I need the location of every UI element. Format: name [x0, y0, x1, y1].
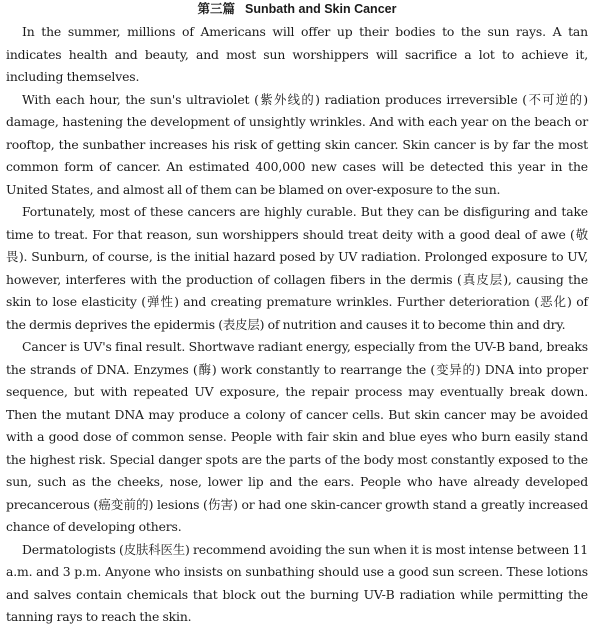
article-heading	[6, 0, 588, 18]
article-title: Sunbath and Skin Cancer	[245, 2, 397, 16]
document-page	[6, 0, 588, 624]
paragraph-3: Fortunately, most of these cancers are highly curable. But they can be disfiguring and take time to treat. For that reason, sun worshippers should treat deity with a good deal of awe (敬畏). Sunburn, of course, is the initial hazard posed by UV radiation. Prolonged exposure to UV, however, interferes with the production of collagen fibers in the dermis (真皮层), causing the skin to lose elasticity (弹性) and creating premature wrinkles. Further deterioration (恶化) of the dermis deprives the epidermis (表皮层) of nutrition and causes it to become thin and dry.	[6, 204, 588, 332]
paragraph-1: In the summer, millions of Americans will offer up their bodies to the sun rays. A tan indicates health and beauty, and most sun worshippers will sacrifice a lot to achieve it, including themselves.	[6, 24, 588, 84]
article-number: 第三篇	[197, 2, 236, 16]
paragraph-2: With each hour, the sun's ultraviolet (紫外线的) radiation produces irreversible (不可逆的) damage, hastening the development of unsightly wrinkles. And with each year on the beach or rooftop, the sunbather increases his risk of getting skin cancer. Skin cancer is by far the most common form of cancer. An estimated 400,000 new cases will be detected this year in the United States, and almost all of them can be blamed on over-exposure to the sun.	[6, 91, 588, 197]
paragraph-5: Dermatologists (皮肤科医生) recommend avoiding the sun when it is most intense between 11 a.m. and 3 p.m. Anyone who insists on sunbathing should use a good sun screen. These lotions and salves contain chemicals that block out the burning UV-B radiation while permitting the tanning rays to reach the skin.	[6, 541, 588, 624]
paragraph-4: Cancer is UV's final result. Shortwave radiant energy, especially from the UV-B band, breaks the strands of DNA. Enzymes (酶) work constantly to rearrange the (变异的) DNA into proper sequence, but with repeated UV exposure, the repair process may eventually break down. Then the mutant DNA may produce a colony of cancer cells. But skin cancer may be avoided with a good dose of common sense. People with fair skin and blue eyes who burn easily stand the highest risk. Special danger spots are the parts of the body most constantly exposed to the sun, such as the cheeks, nose, lower lip and the ears. People who have already developed precancerous (癌变前的) lesions (伤害) or had one skin-cancer growth stand a greatly increased chance of developing others.	[6, 339, 588, 534]
